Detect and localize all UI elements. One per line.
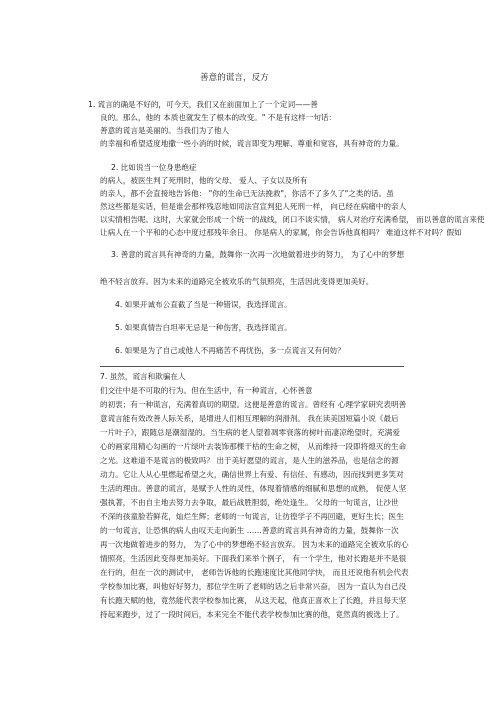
- text-line: 之光。这难道不是谎言的极致吗？ 出于美好愿望的谎言，是人生的滋养品，也是信念的源: [100, 456, 399, 465]
- text-line: 再一次地做着进步的努力， 为了心中的梦想绝不轻言放弃。 因为未来的道路完全被欢乐的心: [100, 540, 409, 549]
- text-line: 善意的谎言是美丽的。当我们为了他人: [100, 126, 230, 135]
- text-line: 们交往中是不可取的行为。但在生活中，有一种谎言，心怀善意: [100, 386, 313, 395]
- text-line: 有长跑天赋的他，竟然能代表学校参加比赛， 从这天起，他真正喜欢上了长跑，并且每天坚: [100, 596, 407, 605]
- text-line: 一片叶子》，跟随总是潮湿湿的。当生病的老人望着凋零衰落的树叶而凄凉绝望时，充满爱: [100, 428, 400, 437]
- text-line: 强执著，不由自主地去努力去争取，最后战胜胆弱，绝处逢生。 父母的一句谎言，让沙世: [100, 498, 399, 507]
- text-line: 在行的，但在一次的测试中， 老师告诉他的长跑速度比其他同学快， 而且还说他有机会代表: [100, 568, 409, 577]
- text-line: 持起来跑步，过了一段时间后，本来完全不能代表学校参加比赛的他，竟然真的被选上了。: [100, 610, 404, 619]
- divider: [100, 366, 404, 367]
- text-line: 3. 善意的谎言具有神奇的力量，鼓舞你一次再一次地做着进步的努力， 为了心中的梦想: [111, 250, 405, 259]
- text-line: 2. 比如说当一位身患绝症: [111, 163, 197, 172]
- text-line: 的病人，被医生判了死刑时，他的父母、 爱人、子女以及所有: [100, 176, 308, 185]
- text-line: 良的。那么，他的 本质也就发生了根本的改变。" 不是有这样一句话：: [100, 113, 337, 122]
- text-line: 情照亮，生活因此变得更加美好。下面我们来举个例子， 有一个学生，他对长跑是并不是很: [100, 554, 407, 563]
- text-line: 的一句谎言，让恐惧的病人由叹天走向新生 ……善意的谎言具有神奇的力量，鼓舞你一次: [100, 526, 399, 535]
- text-line: 意谎言能有效改善人际关系，是增进人们相互理解的润滑剂。 我在读美国短篇小说《最后: [100, 414, 399, 423]
- text-line: 动力。它让人从心里燃起希望之火，确信世界上有爱、有信任、有感动，因而找到更多笑对: [100, 470, 404, 479]
- text-line: 然这些都是实话，但是谁会那样残忍地如同法官宣判犯人死刑一样， 向已经在病痛中的亲人: [100, 202, 407, 211]
- text-line: 不深的孩童脸若鲜花，灿烂生辉；老师的一句谎言，让彷徨学子不再回避，更好生长；医生: [100, 512, 404, 521]
- text-line: 7. 虽然，谎言和欺骗在人: [100, 372, 186, 381]
- text-line: 绝不轻言放弃。因为未来的道路完全被欢乐的气氛照亮，生活因此变得更加美好。: [100, 277, 374, 286]
- text-line: 让病人在一个平和的心态中度过那残年余日。 你是病人的家属，你会告诉他真相吗？ 难道这样不对吗？假如: [100, 228, 462, 237]
- text-line: 以实情相告呢。这时，大家就会形成一个统一的战线，闭口不谈实情， 病人对治疗充满希望， 而以善意的谎言来使: [100, 215, 485, 224]
- list-item: 4. 如果开诚布公直截了当是一种错误，我选择谎言。: [115, 300, 292, 309]
- page-title: 善意的谎言，反方: [200, 73, 269, 83]
- list-item: 5. 如果真情告白坦率无忌是一种伤害，我选择谎言。: [115, 323, 292, 332]
- text-line: 心的画家用精心勾画的一片绿叶去装饰那棵干枯的生命之树， 从而维持一段即将熄灭的生命: [100, 442, 407, 451]
- text-line: 生活的理由。善意的谎言，是赋予人性的灵性，体现着情感的细腻和思想的成熟， 促使人坚: [100, 484, 407, 493]
- text-line: 学校参加比赛，叫他好好努力，那位学生听了老师的话之后非常兴奋， 因为一直认为自己没: [100, 582, 407, 591]
- text-line: 的亲人，都不会直接地告诉他： "你的生命已无法挽救"，你活不了多久了"之类的话。虽: [100, 189, 394, 198]
- text-line: 的幸福和希望适度地撒一些小消的时候，谎言即变为理解、尊重和宽容，具有神奇的力量。: [100, 139, 404, 148]
- list-item: 6. 如果是为了自己或他人不再痛苦不再忧伤，多一点谎言又有何妨？: [115, 346, 345, 355]
- text-line: 1. 谎言的确是不好的，可今天，我们又在前面加上了一个定词——善: [88, 100, 318, 109]
- text-line: 的初衷；有一种谎言，充满着真切的期望。这便是善意的谎言。曾经有 心理学家研究表明善: [100, 400, 407, 409]
